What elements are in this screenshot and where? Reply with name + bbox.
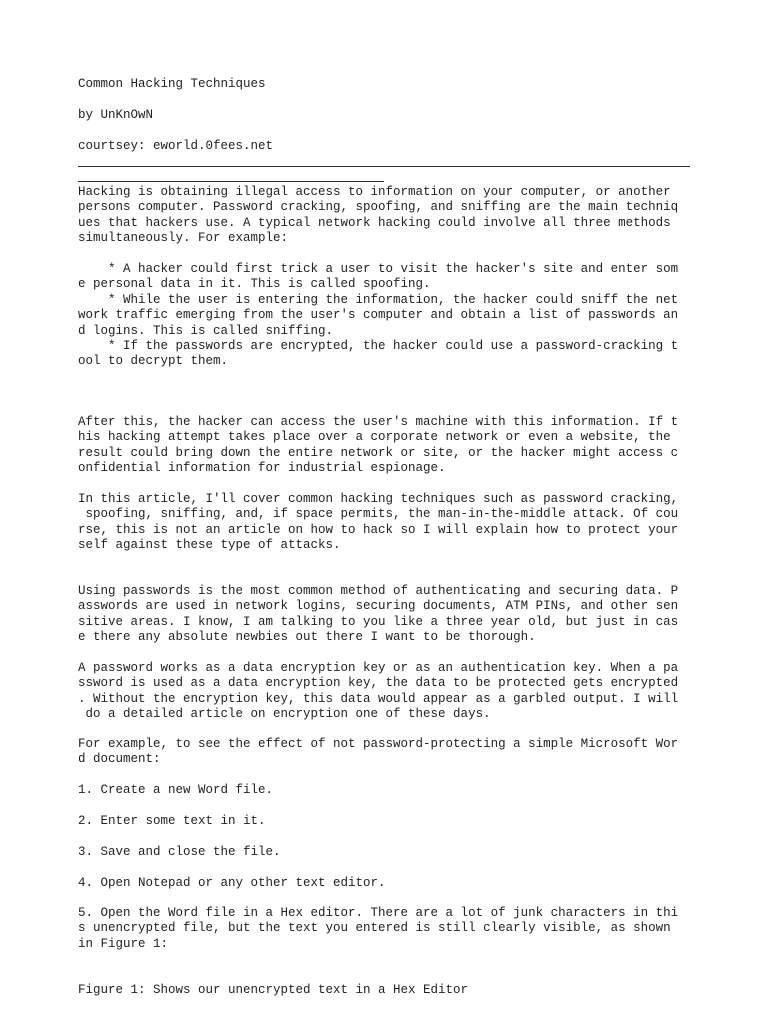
separator-rule-long	[78, 166, 690, 167]
separator-rule-short	[78, 181, 384, 182]
paragraph-line: Figure 1: Shows our unencrypted text in a Hex Editor	[78, 983, 469, 997]
paragraph-line: ues that hackers use. A typical network hacking could involve all three methods	[78, 215, 671, 230]
paragraph-line: do a detailed article on encryption one of these days.	[78, 707, 491, 722]
paragraph-line: self against these type of attacks.	[78, 538, 341, 553]
paragraph-line: * If the passwords are encrypted, the hacker could use a password-cracking t	[78, 339, 679, 353]
paragraph-line: d logins. This is called sniffing.	[78, 323, 334, 338]
paragraph-line: 3. Save and close the file.	[78, 845, 281, 859]
paragraph-line: 5. Open the Word file in a Hex editor. There are a lot of junk characters in thi	[78, 906, 679, 920]
paragraph-line: onfidential information for industrial espionage.	[78, 461, 446, 476]
paragraph-line: spoofing, sniffing, and, if space permits, the man-in-the-middle attack. Of cou	[78, 507, 679, 522]
document-title: Common Hacking Techniques	[78, 77, 266, 91]
paragraph-line: simultaneously. For example:	[78, 231, 289, 246]
paragraph-line: e there any absolute newbies out there I want to be thorough.	[78, 630, 536, 645]
paragraph-line: 1. Create a new Word file.	[78, 783, 274, 797]
paragraph-line: s unencrypted file, but the text you entered is still clearly visible, as shown	[78, 921, 671, 936]
paragraph-line: * A hacker could first trick a user to visit the hacker's site and enter som	[78, 262, 679, 276]
paragraph-line: persons computer. Password cracking, spoofing, and sniffing are the main techniq	[78, 200, 679, 215]
paragraph-line: For example, to see the effect of not password-protecting a simple Microsoft Wor	[78, 737, 679, 751]
paragraph-line: asswords are used in network logins, securing documents, ATM PINs, and other sen	[78, 599, 679, 614]
document-author: by UnKnOwN	[78, 108, 154, 122]
paragraph-line: * While the user is entering the information, the hacker could sniff the net	[78, 292, 679, 307]
paragraph-line: 4. Open Notepad or any other text editor.	[78, 876, 386, 890]
paragraph-line: Using passwords is the most common method of authenticating and securing data. P	[78, 584, 679, 598]
paragraph-line: his hacking attempt takes place over a corporate network or even a website, the	[78, 430, 671, 445]
paragraph-line: d document:	[78, 752, 161, 767]
paragraph-line: After this, the hacker can access the user's machine with this information. If t	[78, 415, 679, 429]
paragraph-line: e personal data in it. This is called spoofing.	[78, 277, 431, 292]
paragraph-line: in Figure 1:	[78, 936, 169, 951]
paragraph-line: rse, this is not an article on how to hack so I will explain how to protect your	[78, 522, 679, 537]
paragraph-line: Hacking is obtaining illegal access to information on your computer, or another	[78, 185, 671, 199]
paragraph-line: 2. Enter some text in it.	[78, 814, 266, 828]
paragraph-line: result could bring down the entire network or site, or the hacker might access c	[78, 445, 679, 460]
document-courtesy: courtsey: eworld.0fees.net	[78, 139, 274, 153]
paragraph-line: . Without the encryption key, this data would appear as a garbled output. I will	[78, 691, 679, 706]
paragraph-line: ool to decrypt them.	[78, 354, 229, 369]
paragraph-line: In this article, I'll cover common hacking techniques such as password cracking,	[78, 492, 679, 506]
paragraph-line: A password works as a data encryption key or as an authentication key. When a pa	[78, 661, 679, 675]
paragraph-line: work traffic emerging from the user's computer and obtain a list of passwords an	[78, 308, 679, 323]
paragraph-line: ssword is used as a data encryption key, the data to be protected gets encrypted	[78, 676, 679, 691]
paragraph-line: sitive areas. I know, I am talking to you like a three year old, but just in cas	[78, 614, 679, 629]
